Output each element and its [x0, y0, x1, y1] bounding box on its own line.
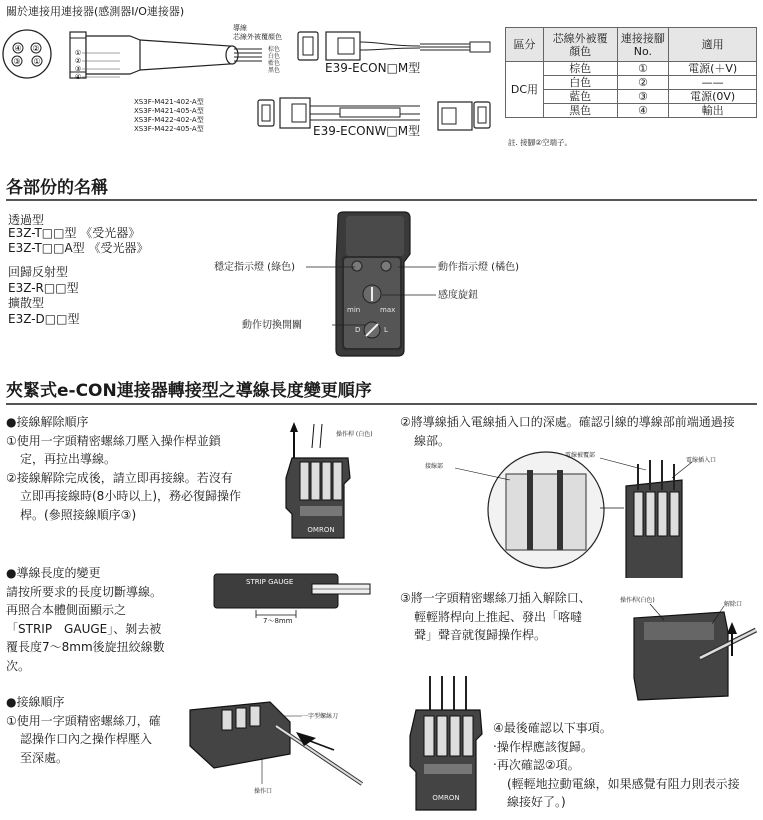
- gauge-label: STRIP GAUGE: [246, 578, 294, 586]
- step4-note: (輕輕地拉動電線，如果感覺有阻力則表示接: [507, 776, 740, 791]
- fig-label-sheath: 電線被覆部: [565, 452, 596, 459]
- release-procedure: [6, 413, 241, 524]
- callout-lines: [0, 0, 763, 360]
- release-step2-line: 立即再接線時(8小時以上)，務必復歸操作: [20, 489, 241, 503]
- release-step2-line: 桿。(參照接線順序③): [20, 507, 137, 522]
- sensor-model: E3Z-R□□型: [8, 280, 79, 295]
- table-group: DC用: [506, 62, 544, 118]
- wire-length-line: 「STRIP GAUGE」、剝去被: [6, 621, 162, 636]
- step2-line: 線部。: [414, 433, 451, 448]
- parts-section-title: 各部份的名稱: [6, 178, 108, 198]
- table-header: 芯線外被覆 顏色: [543, 28, 617, 62]
- fig-label-driver: 一字型螺絲刀: [302, 713, 339, 720]
- model-number: XS3F-M421-402-A型: [134, 98, 204, 106]
- table-header: 連接接腳 No.: [617, 28, 669, 62]
- table-cell: 輸出: [669, 104, 757, 118]
- sensor-model: E3Z-T□□型 《受光器》: [8, 226, 141, 240]
- wire-length-line: 再照合本體側面顯示之: [6, 603, 127, 617]
- svg-text:①: ①: [74, 49, 82, 57]
- step4-bullet: ‧再次確認②項。: [493, 758, 580, 772]
- step4-figure: [406, 676, 490, 816]
- wiring-procedure: [6, 693, 161, 767]
- table-cell: ——: [669, 76, 757, 90]
- step2-figure: [410, 450, 760, 578]
- wire-color: 黑色: [268, 67, 281, 74]
- model-number: XS3F-M421-405-A型: [134, 107, 204, 115]
- step3-line: 輕輕將桿向上推起、發出「喀噠: [414, 609, 583, 624]
- callout-operation: 動作指示燈 (橘色): [438, 262, 519, 273]
- wire-length-line: 覆長度7～8mm後旋扭絞線數: [6, 640, 165, 654]
- model-number: XS3F-M422-402-A型: [134, 116, 204, 124]
- wiring-step1-line: 至深處。: [20, 750, 69, 765]
- dial-d: D: [355, 326, 361, 334]
- sensor-model: E3Z-D□□型: [8, 311, 80, 326]
- wire-color: 藍色: [268, 60, 281, 67]
- release-step1-line: ①使用一字頭精密螺絲刀壓入操作桿並鎖: [6, 433, 221, 448]
- table-cell: ④: [617, 104, 669, 118]
- step3-figure: [620, 598, 760, 703]
- wiring-figure: [186, 696, 366, 796]
- sensor-type-name: 回歸反射型: [8, 265, 69, 279]
- wire-label-sub: 芯線外被覆顏色: [233, 33, 282, 41]
- callout-sensitivity: 感度旋鈕: [438, 290, 478, 301]
- step3-text: [400, 589, 591, 645]
- table-note: 註. 接腳②空端子。: [508, 138, 572, 147]
- step3-line: 聲」聲音就復歸操作桿。: [414, 628, 547, 642]
- svg-text:③: ③: [74, 65, 82, 73]
- section-divider: [6, 403, 757, 405]
- wire-color: 白色: [268, 53, 281, 60]
- table-cell: 白色: [543, 76, 617, 90]
- svg-text:④: ④: [74, 73, 82, 81]
- sensor-type-name: 擴散型: [8, 296, 45, 310]
- pin-label: ④: [14, 44, 22, 53]
- callout-stability: 穩定指示燈 (綠色): [214, 262, 295, 273]
- wire-color: 棕色: [268, 46, 281, 53]
- table-header: 區分: [506, 28, 544, 62]
- wiring-heading: ●接線順序: [6, 695, 65, 709]
- step4-text: [493, 719, 740, 812]
- fig-label-port: 操作口: [254, 788, 273, 795]
- wiring-step1-line: 認操作口內之操作桿壓入: [20, 732, 153, 746]
- release-heading: ●接線解除順序: [6, 415, 89, 429]
- wire-label-title: 導線: [233, 24, 247, 32]
- sensor-model: E3Z-T□□A型 《受光器》: [8, 241, 149, 255]
- table-cell: ③: [617, 90, 669, 104]
- fig-label-lever-step3: 操作桿(白色): [620, 597, 655, 604]
- gauge-dimension: 7～8mm: [263, 617, 293, 625]
- step3-line: ③將一字頭精密螺絲刀插入解除口、: [400, 591, 591, 605]
- fig-label-wire-section: 接線部: [425, 463, 444, 470]
- release-step1-line: 定，再拉出導線。: [20, 452, 117, 466]
- table-cell: 電源(0V): [669, 90, 757, 104]
- fig-label-lever: 操作桿 (白色): [336, 431, 373, 438]
- sensor-type-name: 透過型: [8, 213, 45, 227]
- svg-text:②: ②: [74, 57, 82, 65]
- step4-bullet: ‧操作桿應該復歸。: [493, 739, 593, 754]
- model-number: XS3F-M422-405-A型: [134, 125, 204, 133]
- step2-text: [400, 413, 735, 450]
- step4-heading: ④最後確認以下事項。: [493, 721, 612, 735]
- wire-length-line: 次。: [6, 658, 31, 673]
- wire-length-heading: ●導線長度的變更: [6, 566, 101, 580]
- table-cell: 藍色: [543, 90, 617, 104]
- pin-label: ②: [32, 44, 40, 53]
- step4-note: 線接好了。): [507, 795, 566, 809]
- table-cell: ①: [617, 62, 669, 76]
- table-cell: 棕色: [543, 62, 617, 76]
- pin-label: ③: [13, 57, 21, 66]
- release-figure: [278, 418, 368, 552]
- procedure-section-title: 夾緊式e-CON連接器轉接型之導線長度變更順序: [6, 381, 372, 401]
- econ-model-2: E39-ECONW□M型: [313, 124, 421, 138]
- callout-mode-switch: 動作切換開關: [242, 320, 302, 331]
- dial-min: min: [347, 306, 361, 314]
- release-step2-line: ②接線解除完成後，請立即再接線。若沒有: [6, 470, 233, 485]
- dial-max: max: [380, 306, 396, 314]
- brand-label: OMRON: [307, 526, 335, 534]
- brand-label: OMRON: [432, 794, 460, 802]
- wire-length-procedure: [6, 564, 165, 675]
- step2-line: ②將導線插入電線插入口的深處。確認引線的導線部前端通過接: [400, 415, 735, 429]
- dial-l: L: [384, 326, 388, 334]
- wiring-step1-line: ①使用一字頭精密螺絲刀，確: [6, 713, 161, 728]
- connector-section-title: 關於連接用連接器(感測器I/O連接器): [6, 5, 185, 18]
- table-cell: ②: [617, 76, 669, 90]
- fig-label-inlet: 電線插入口: [686, 457, 717, 464]
- econ-model-1: E39-ECON□M型: [325, 61, 421, 75]
- fig-label-release: 解除口: [724, 601, 743, 608]
- table-cell: 電源(＋V): [669, 62, 757, 76]
- wire-length-line: 請按所要求的長度切斷導線。: [6, 584, 163, 599]
- table-cell: 黑色: [543, 104, 617, 118]
- table-header: 適用: [669, 28, 757, 62]
- pin-label: ①: [33, 57, 41, 66]
